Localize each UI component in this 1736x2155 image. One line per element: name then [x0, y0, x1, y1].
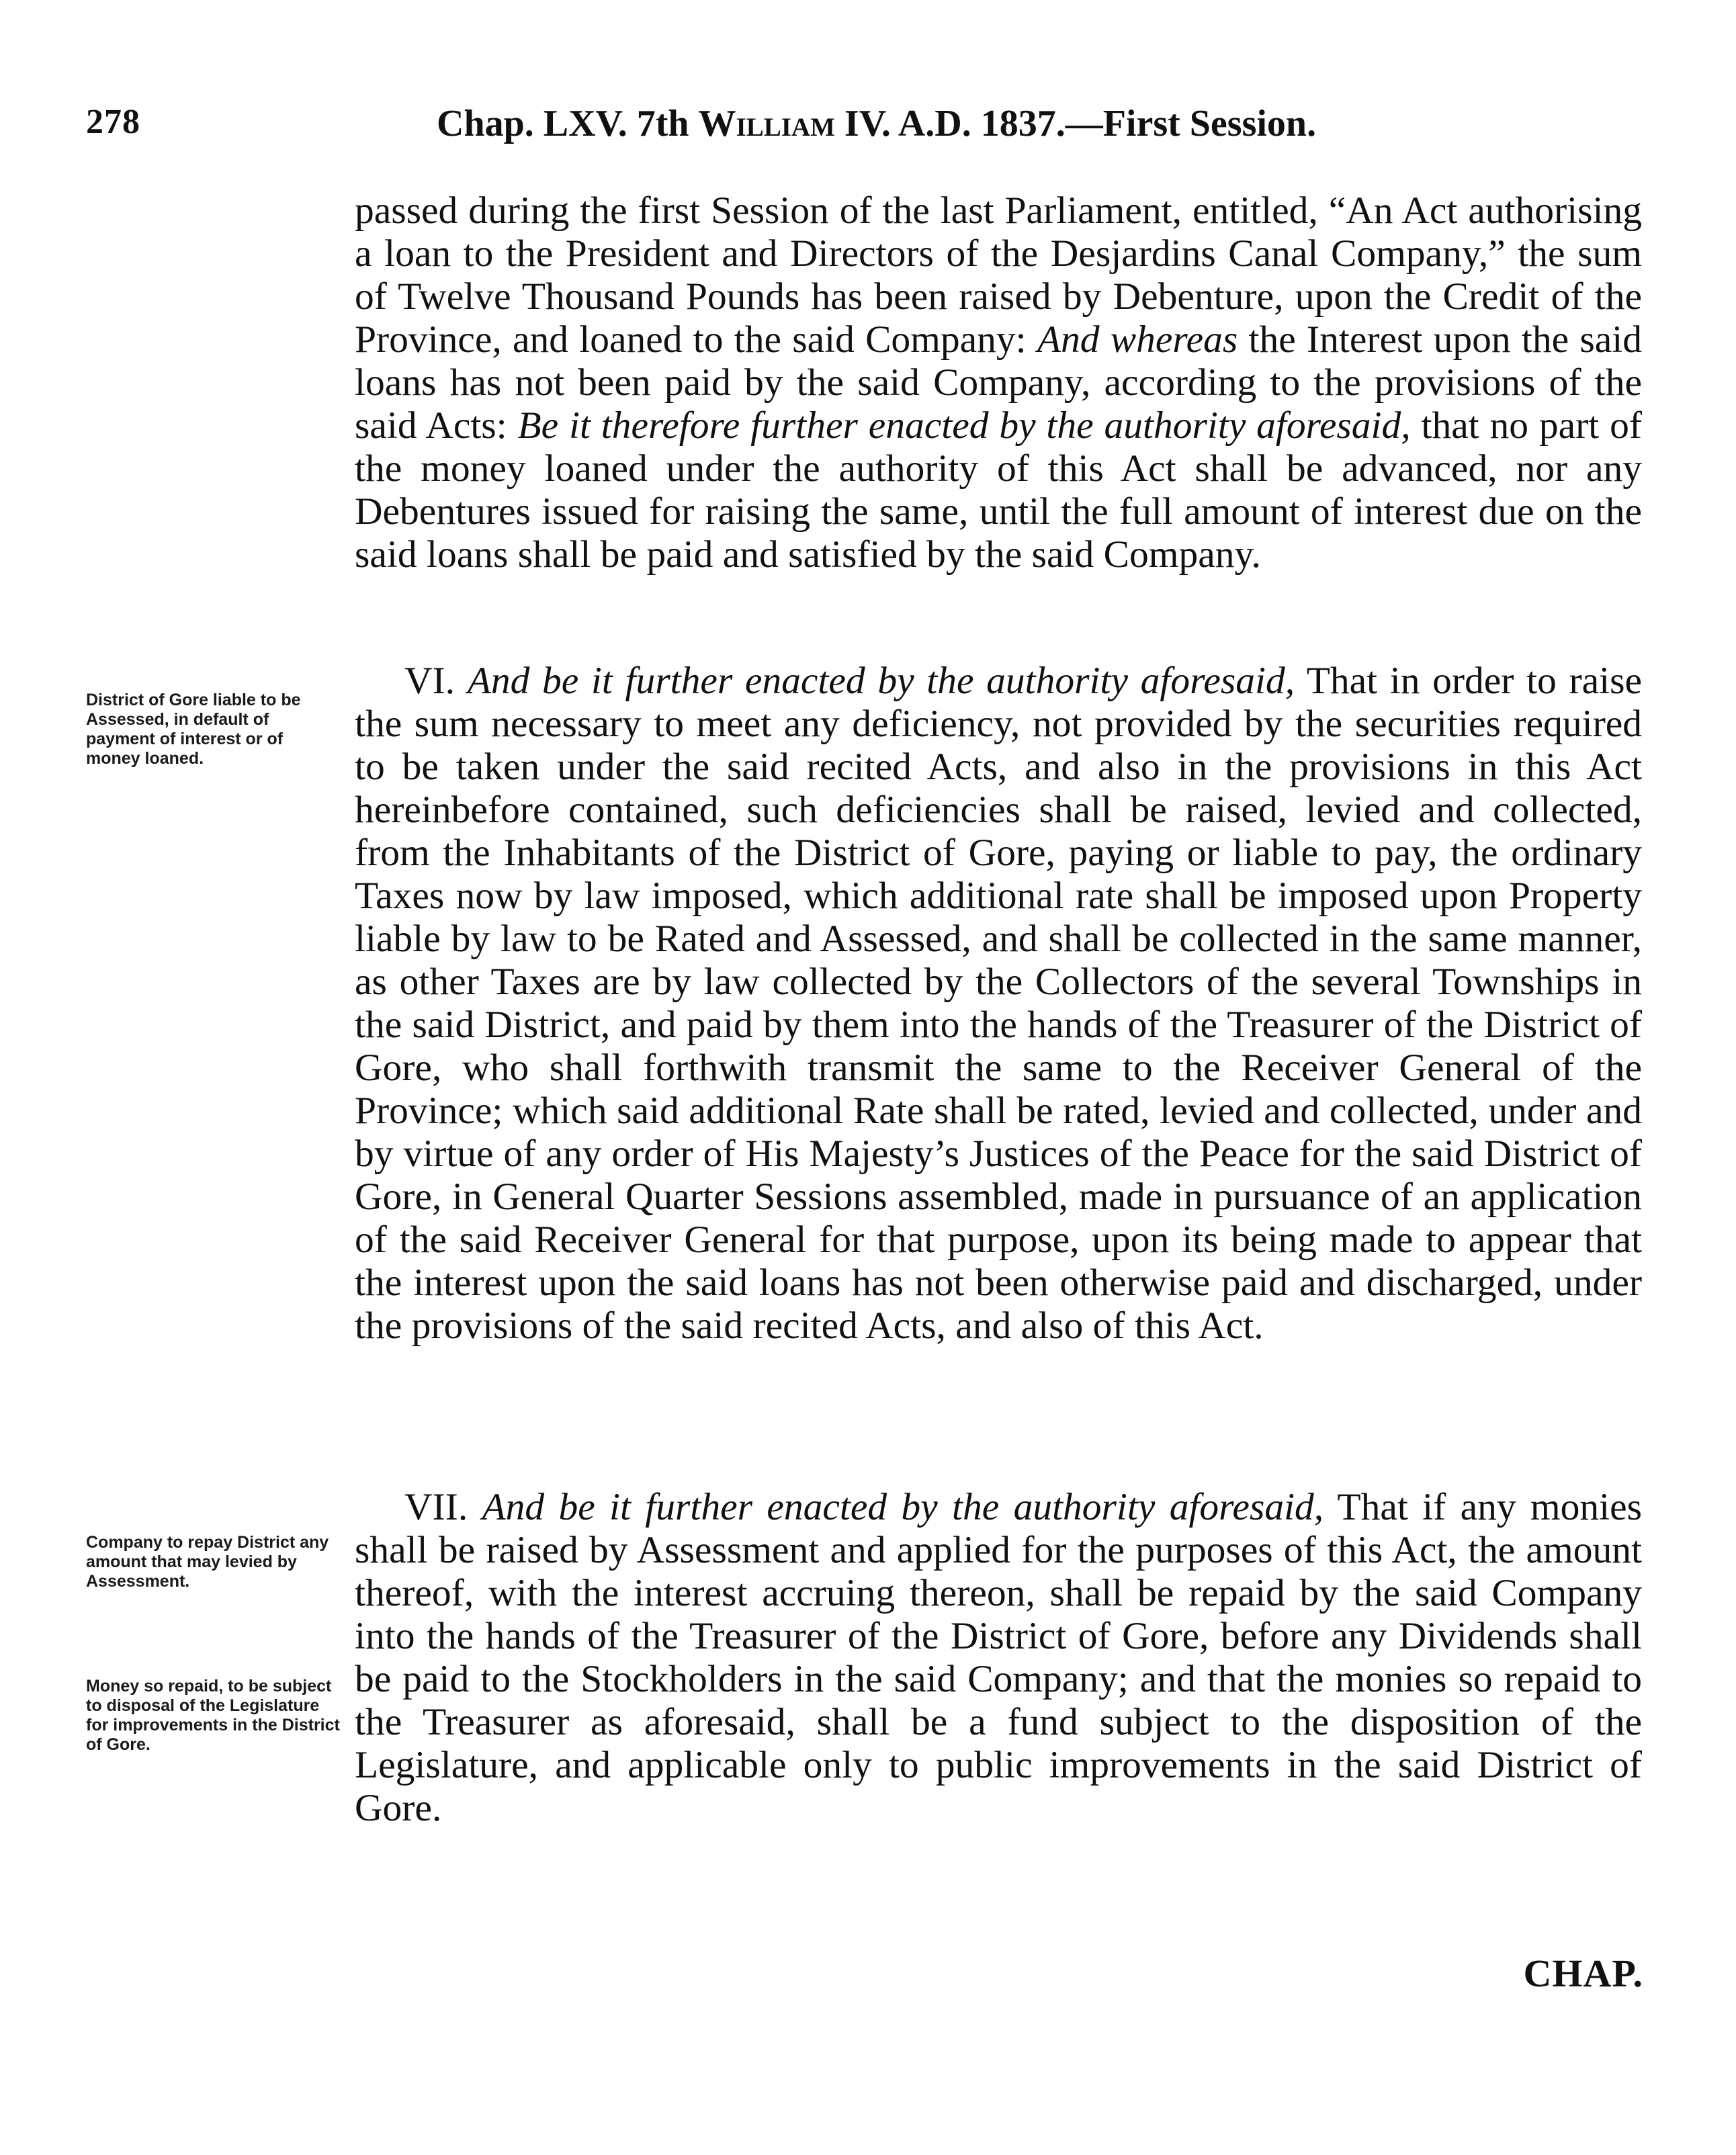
section-vi-number: VI.	[404, 660, 455, 702]
running-head-regnal: IV. A.D. 1837.—First Session.	[844, 103, 1317, 144]
section-vi-text: That in order to raise the sum necessary to meet any deficiency, not provided by the securities required to be taken under the said recited Acts, and also in the provisions in this Act hereinbefore contained, such deficiencies shall be raised, levied and collected, from the Inhabitants of the District of Gore, paying or liable to pay, the ordinary Taxes now by law imposed, which additional rate shall be imposed upon Property liable by law to be Rated and Assessed, and shall be collected in the same manner, as other Taxes are by law collected by the Collectors of the several Townships in the said District, and paid by them into the hands of the Treasurer of the District of Gore, who shall forthwith transmit the same to the Receiver General of the Province; which said additional Rate shall be rated, levied and collected, under and by virtue of any order of His Majesty’s Justices of the Peace for the said District of Gore, in General Quarter Sessions assembled, made in pursuance of an application of the said Receiver General for that purpose, upon its being made to appear that the interest upon the said loans has not been otherwise paid and discharged, under the provisions of the said recited Acts, and also of this Act.	[355, 660, 1642, 1347]
running-head-king: William	[698, 103, 835, 144]
paragraph-1-whereas: And whereas	[1037, 318, 1238, 361]
section-vi	[355, 660, 1642, 1348]
paragraph-1-text-c: the Interest upon the said loans has not been paid by the said Company, according to the provisions of the said Acts:	[355, 318, 1642, 447]
running-head	[437, 102, 1316, 145]
marginal-note-district-liable: District of Gore liable to be Assessed, in default of payment of interest or of money loaned.	[86, 691, 301, 768]
paragraph-continued	[355, 189, 1642, 576]
section-vi-enacting-clause: And be it further enacted by the authority aforesaid,	[467, 660, 1295, 702]
marginal-note-company-repay: Company to repay District any amount that may levied by Assessment.	[86, 1533, 329, 1591]
paragraph-1-text-e: that no part of the money loaned under the authority of this Act shall be advanced, nor any Debentures issued for raising the same, until the full amount of interest due on the said loans shall be paid and satisfied by the said Company.	[355, 404, 1643, 576]
paragraph-1-text-a: passed during the first Session of the last Parliament, entitled, “An Act authorising a loan to the President and Directors of the Desjardins Canal Company,” the sum of Twelve Thousand Pounds has been raised by Debenture, upon the Credit of the Province, and loaned to the said Company:	[355, 189, 1642, 361]
section-vii-number: VII.	[404, 1486, 468, 1528]
section-vii	[355, 1486, 1642, 1830]
section-vii-text: That if any monies shall be raised by Assessment and applied for the purposes of this Act, the amount thereof, with the interest accruing thereon, shall be repaid by the said Company into the hands of the Treasurer of the District of Gore, before any Dividends shall be paid to the Stockholders in the said Company; and that the monies so repaid to the Treasurer as aforesaid, shall be a fund subject to the disposition of the Legislature, and applicable only to public improvements in the said District of Gore.	[355, 1486, 1643, 1829]
running-head-chapter: Chap. LXV. 7th	[437, 103, 689, 144]
page-number: 278	[86, 103, 140, 141]
catchword: CHAP.	[1523, 1951, 1643, 1995]
paragraph-1-enacting-clause: Be it therefore further enacted by the authority aforesaid,	[517, 404, 1411, 447]
marginal-note-money-repaid: Money so repaid, to be subject to disposal of the Legislature for improvements in the District of Gore.	[86, 1677, 340, 1754]
section-vii-enacting-clause: And be it further enacted by the authority aforesaid,	[482, 1486, 1324, 1528]
